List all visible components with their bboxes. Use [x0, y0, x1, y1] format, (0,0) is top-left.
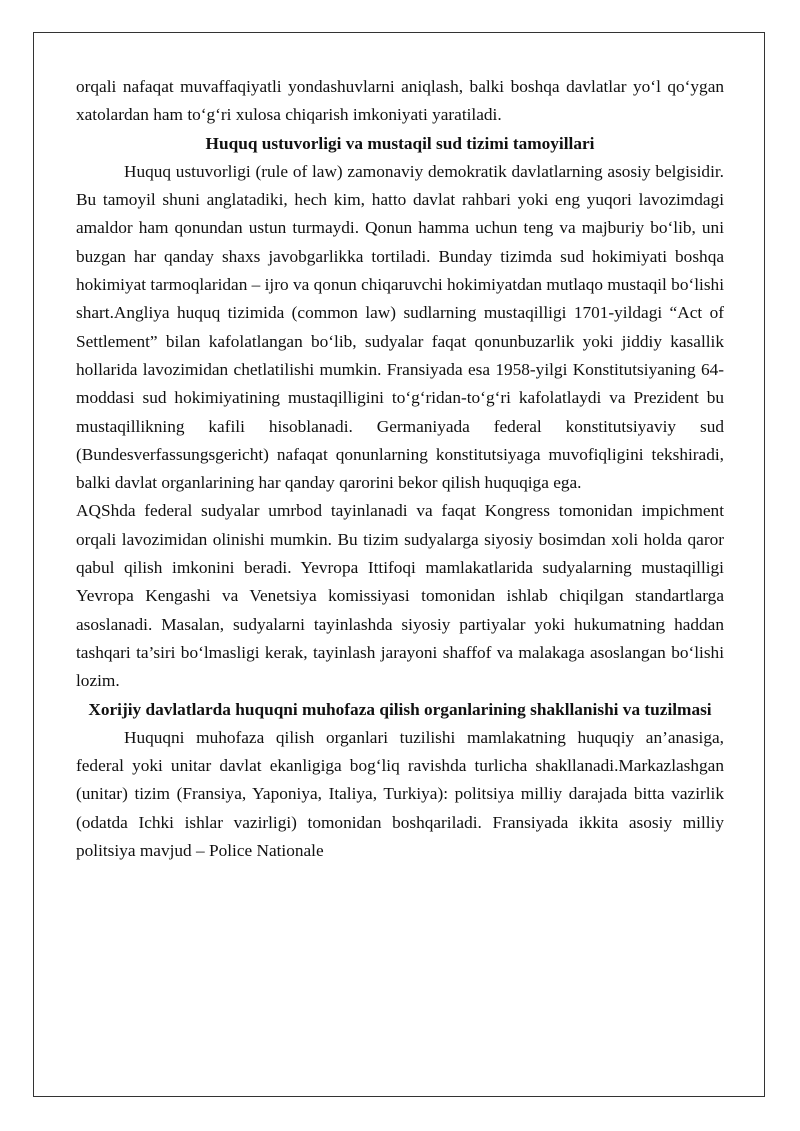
document-body	[76, 73, 724, 865]
paragraph-rule-of-law: Huquq ustuvorligi (rule of law) zamonaviy demokratik davlatlarning asosiy belgisidir. Bu tamoyil shuni anglatadiki, hech kim, hatto davlat rahbari yoki eng yuqori lavozimdagi amaldor ham qonundan ustun turmaydi. Qonun hamma uchun teng va majburiy bo‘lib, uni buzgan har qanday shaxs javobgarlikka tortiladi. Bunday tizimda sud hokimiyati boshqa hokimiyat tarmoqlaridan – ijro va qonun chiqaruvchi hokimiyatdan mutlaqo mustaqil bo‘lishi shart.Angliya huquq tizimida (common law) sudlarning mustaqilligi 1701-yildagi “Act of Settlement” bilan kafolatlangan bo‘lib, sudyalar faqat qonunbuzarlik yoki jiddiy kasallik hollarida lavozimidan chetlatilishi mumkin. Fransiyada esa 1958-yilgi Konstitutsiyaning 64-moddasi sud hokimiyatining mustaqilligini to‘g‘ridan-to‘g‘ri kafolatlaydi va Prezident bu mustaqillikning kafili hisoblanadi. Germaniyada federal konstitutsiyaviy sud (Bundesverfassungsgericht) nafaqat qonunlarning konstitutsiyaga muvofiqligini tekshiradi, balki davlat organlarining har qanday qarorini bekor qilish huquqiga ega.	[76, 161, 724, 493]
paragraph-law-enforcement-structure: Huquqni muhofaza qilish organlari tuzilishi mamlakatning huquqiy an’anasiga, federal yoki unitar davlat ekanligiga bog‘liq ravishda turlicha shakllanadi.Markazlashgan (unitar) tizim (Fransiya, Yaponiya, Italiya, Turkiya): politsiya milliy darajada bitta vazirlik (odatda Ichki ishlar vazirligi) tomonidan boshqariladi. Fransiyada ikkita asosiy milliy politsiya mavjud – Police Nationale	[76, 727, 724, 861]
heading-law-enforcement: Xorijiy davlatlarda huquqni muhofaza qilish organlarining shakllanishi va tuzilmasi	[88, 699, 712, 719]
paragraph-usa-eu-judges: AQShda federal sudyalar umrbod tayinlanadi va faqat Kongress tomonidan impichment orqali lavozimidan olinishi mumkin. Bu tizim sudyalarga siyosiy bosimdan xoli holda qaror qabul qilish imkonini beradi. Yevropa Ittifoqi mamlakatlarida sudyalarning mustaqilligi Yevropa Kengashi va Venetsiya komissiyasi tomonidan ishlab chiqilgan standartlarga asoslanadi. Masalan, sudyalarni tayinlashda siyosiy partiyalar yoki hukumatning haddan tashqari ta’siri bo‘lmasligi kerak, tayinlash jarayoni shaffof va malakaga asoslangan bo‘lishi lozim.	[76, 501, 724, 691]
heading-rule-of-law: Huquq ustuvorligi va mustaqil sud tizimi tamoyillari	[205, 133, 595, 153]
paragraph-intro: orqali nafaqat muvaffaqiyatli yondashuvlarni aniqlash, balki boshqa davlatlar yo‘l qo‘ygan xatolardan ham to‘g‘ri xulosa chiqarish imkoniyati yaratiladi.	[76, 77, 724, 125]
